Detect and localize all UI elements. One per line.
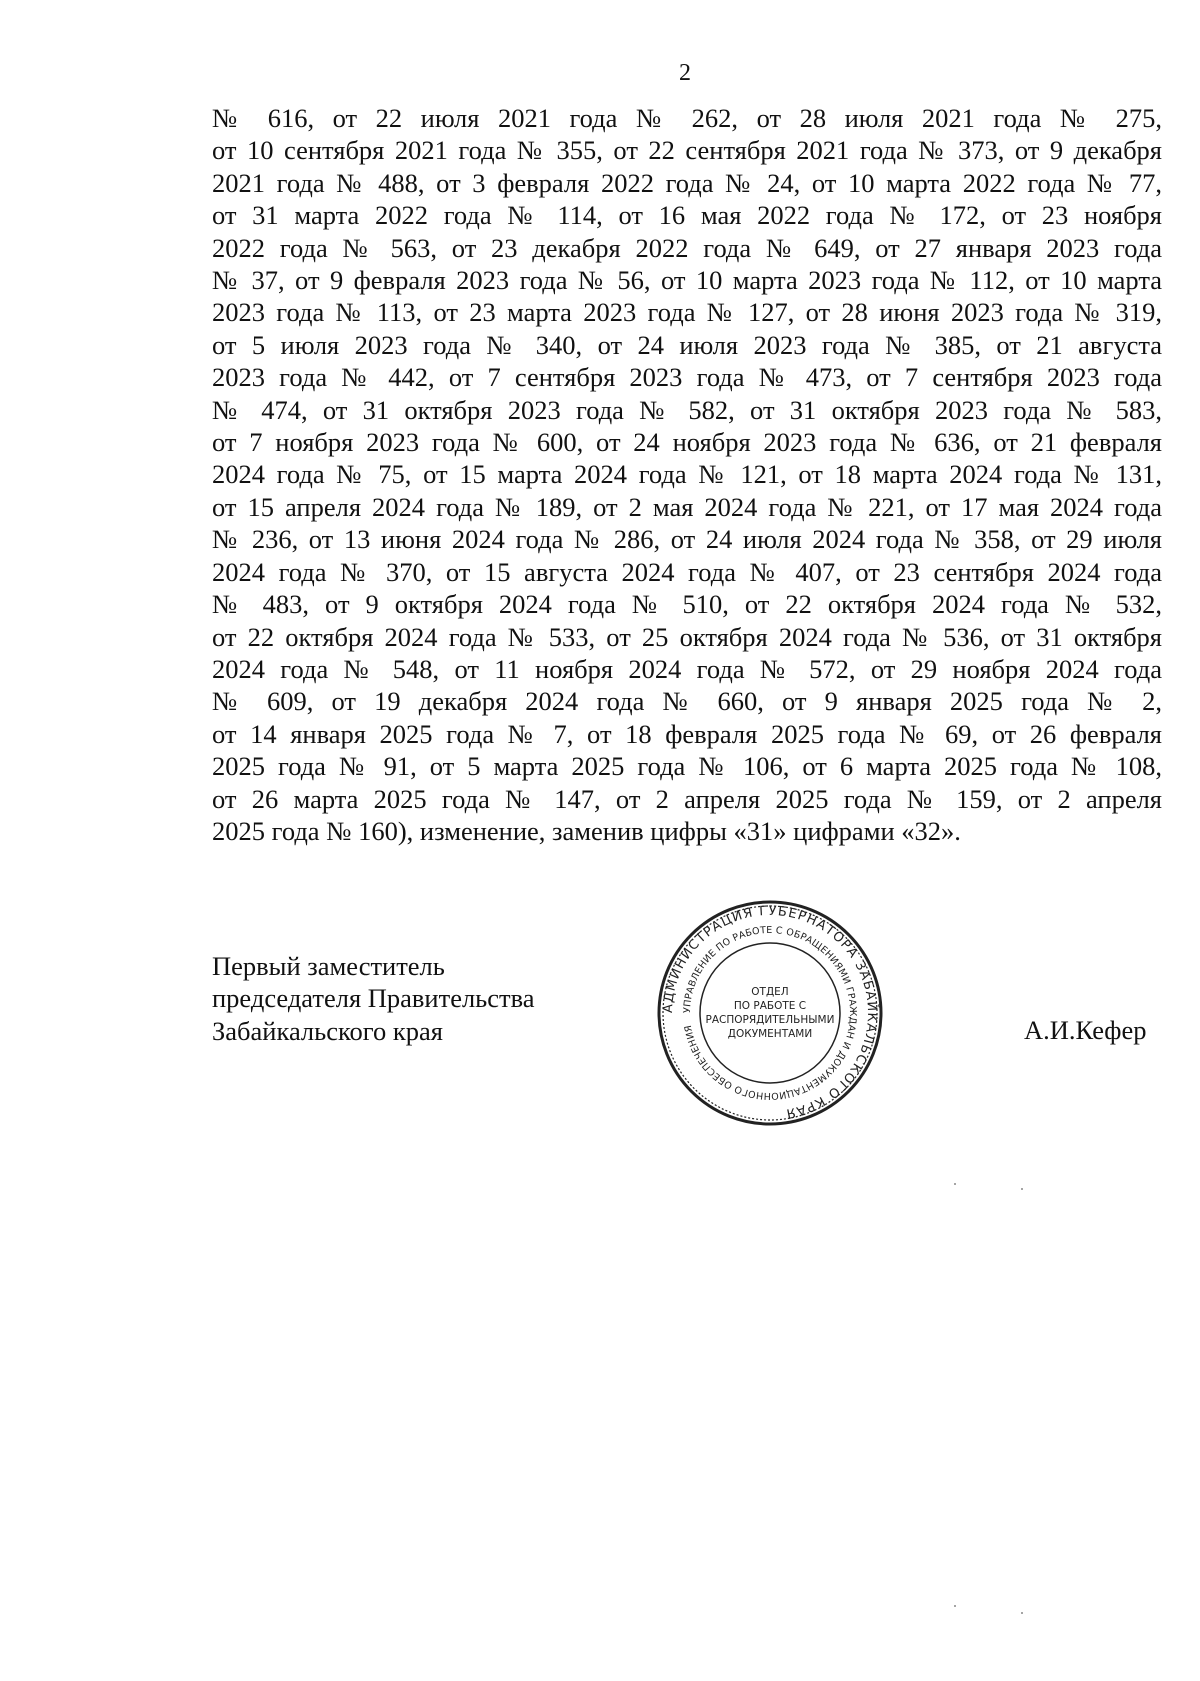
body-line: от 14 января 2025 года № 7, от 18 февраля 2025 года № 69, от 26 февраля — [212, 718, 1162, 749]
body-line: от 10 сентября 2021 года № 355, от 22 сентября 2021 года № 373, от 9 декабря — [212, 135, 1162, 166]
body-line: № 474, от 31 октября 2023 года № 582, от 31 октября 2023 года № 583, — [212, 394, 1162, 425]
signatory-title-line: председателя Правительства — [212, 983, 535, 1014]
signatory-title-line: Первый заместитель — [212, 951, 445, 981]
seal-center-line: ОТДЕЛ — [751, 986, 789, 998]
body-line: от 15 апреля 2024 года № 189, от 2 мая 2024 года № 221, от 17 мая 2024 года — [212, 491, 1162, 522]
signatory-name: А.И.Кефер — [1024, 1015, 1147, 1045]
body-line: № 37, от 9 февраля 2023 года № 56, от 10 марта 2023 года № 112, от 10 марта — [212, 265, 1162, 296]
seal-center-line: ДОКУМЕНТАМИ — [727, 1028, 813, 1040]
body-line: от 7 ноября 2023 года № 600, от 24 ноября 2023 года № 636, от 21 февраля — [212, 427, 1162, 458]
body-line: 2025 года № 91, от 5 марта 2025 года № 106, от 6 марта 2025 года № 108, — [212, 751, 1162, 782]
body-line: № 236, от 13 июня 2024 года № 286, от 24 июля 2024 года № 358, от 29 июля — [212, 524, 1162, 555]
seal-center-line: ПО РАБОТЕ С — [733, 1000, 807, 1012]
scan-speck — [1021, 1188, 1023, 1190]
body-line: от 5 июля 2023 года № 340, от 24 июля 2023 года № 385, от 21 августа — [212, 329, 1162, 360]
body-line: № 483, от 9 октября 2024 года № 510, от 22 октября 2024 года № 532, — [212, 589, 1162, 620]
signatory-title — [212, 950, 535, 1047]
scan-speck — [954, 1605, 956, 1607]
scan-speck — [954, 1183, 956, 1185]
signatory-title-line: Забайкальского края — [212, 1015, 443, 1046]
body-line: от 26 марта 2025 года № 147, от 2 апреля 2025 года № 159, от 2 апреля — [212, 783, 1162, 814]
body-line: 2021 года № 488, от 3 февраля 2022 года № 24, от 10 марта 2022 года № 77, — [212, 167, 1162, 198]
body-line: 2024 года № 548, от 11 ноября 2024 года № 572, от 29 ноября 2024 года — [212, 653, 1162, 684]
body-line: 2024 года № 75, от 15 марта 2024 года № 121, от 18 марта 2024 года № 131, — [212, 459, 1162, 490]
seal-outer-text: АДМИНИСТРАЦИЯ ГУБЕРНАТОРА ЗАБАЙКАЛЬСКОГО КРАЯ — [660, 903, 880, 1121]
body-line: № 609, от 19 декабря 2024 года № 660, от 9 января 2025 года № 2, — [212, 686, 1162, 717]
seal-graphic — [655, 898, 885, 1128]
page-number: 2 — [679, 60, 691, 86]
body-line: 2023 года № 113, от 23 марта 2023 года № 127, от 28 июня 2023 года № 319, — [212, 297, 1162, 328]
body-text — [212, 102, 1162, 847]
scan-speck — [1021, 1612, 1023, 1614]
seal-ring-text: УПРАВЛЕНИЕ ПО РАБОТЕ С ОБРАЩЕНИЯМИ ГРАЖДАН И ДОКУМЕНТАЦИОННОГО ОБЕСПЕЧЕНИЯ — [681, 924, 859, 1102]
seal-center-line: РАСПОРЯДИТЕЛЬНЫМИ — [705, 1014, 835, 1026]
body-line: 2024 года № 370, от 15 августа 2024 года № 407, от 23 сентября 2024 года — [212, 556, 1162, 587]
seal-inner-ring — [700, 943, 840, 1083]
body-line: 2022 года № 563, от 23 декабря 2022 года № 649, от 27 января 2023 года — [212, 232, 1162, 263]
body-line: 2023 года № 442, от 7 сентября 2023 года № 473, от 7 сентября 2023 года — [212, 362, 1162, 393]
body-line: 2025 года № 160), изменение, заменив цифры «31» цифрами «32». — [212, 815, 961, 846]
body-line: № 616, от 22 июля 2021 года № 262, от 28 июля 2021 года № 275, — [212, 103, 1162, 133]
body-line: от 22 октября 2024 года № 533, от 25 октября 2024 года № 536, от 31 октября — [212, 621, 1162, 652]
body-line: от 31 марта 2022 года № 114, от 16 мая 2022 года № 172, от 23 ноября — [212, 200, 1162, 231]
official-seal-stamp — [655, 898, 885, 1128]
